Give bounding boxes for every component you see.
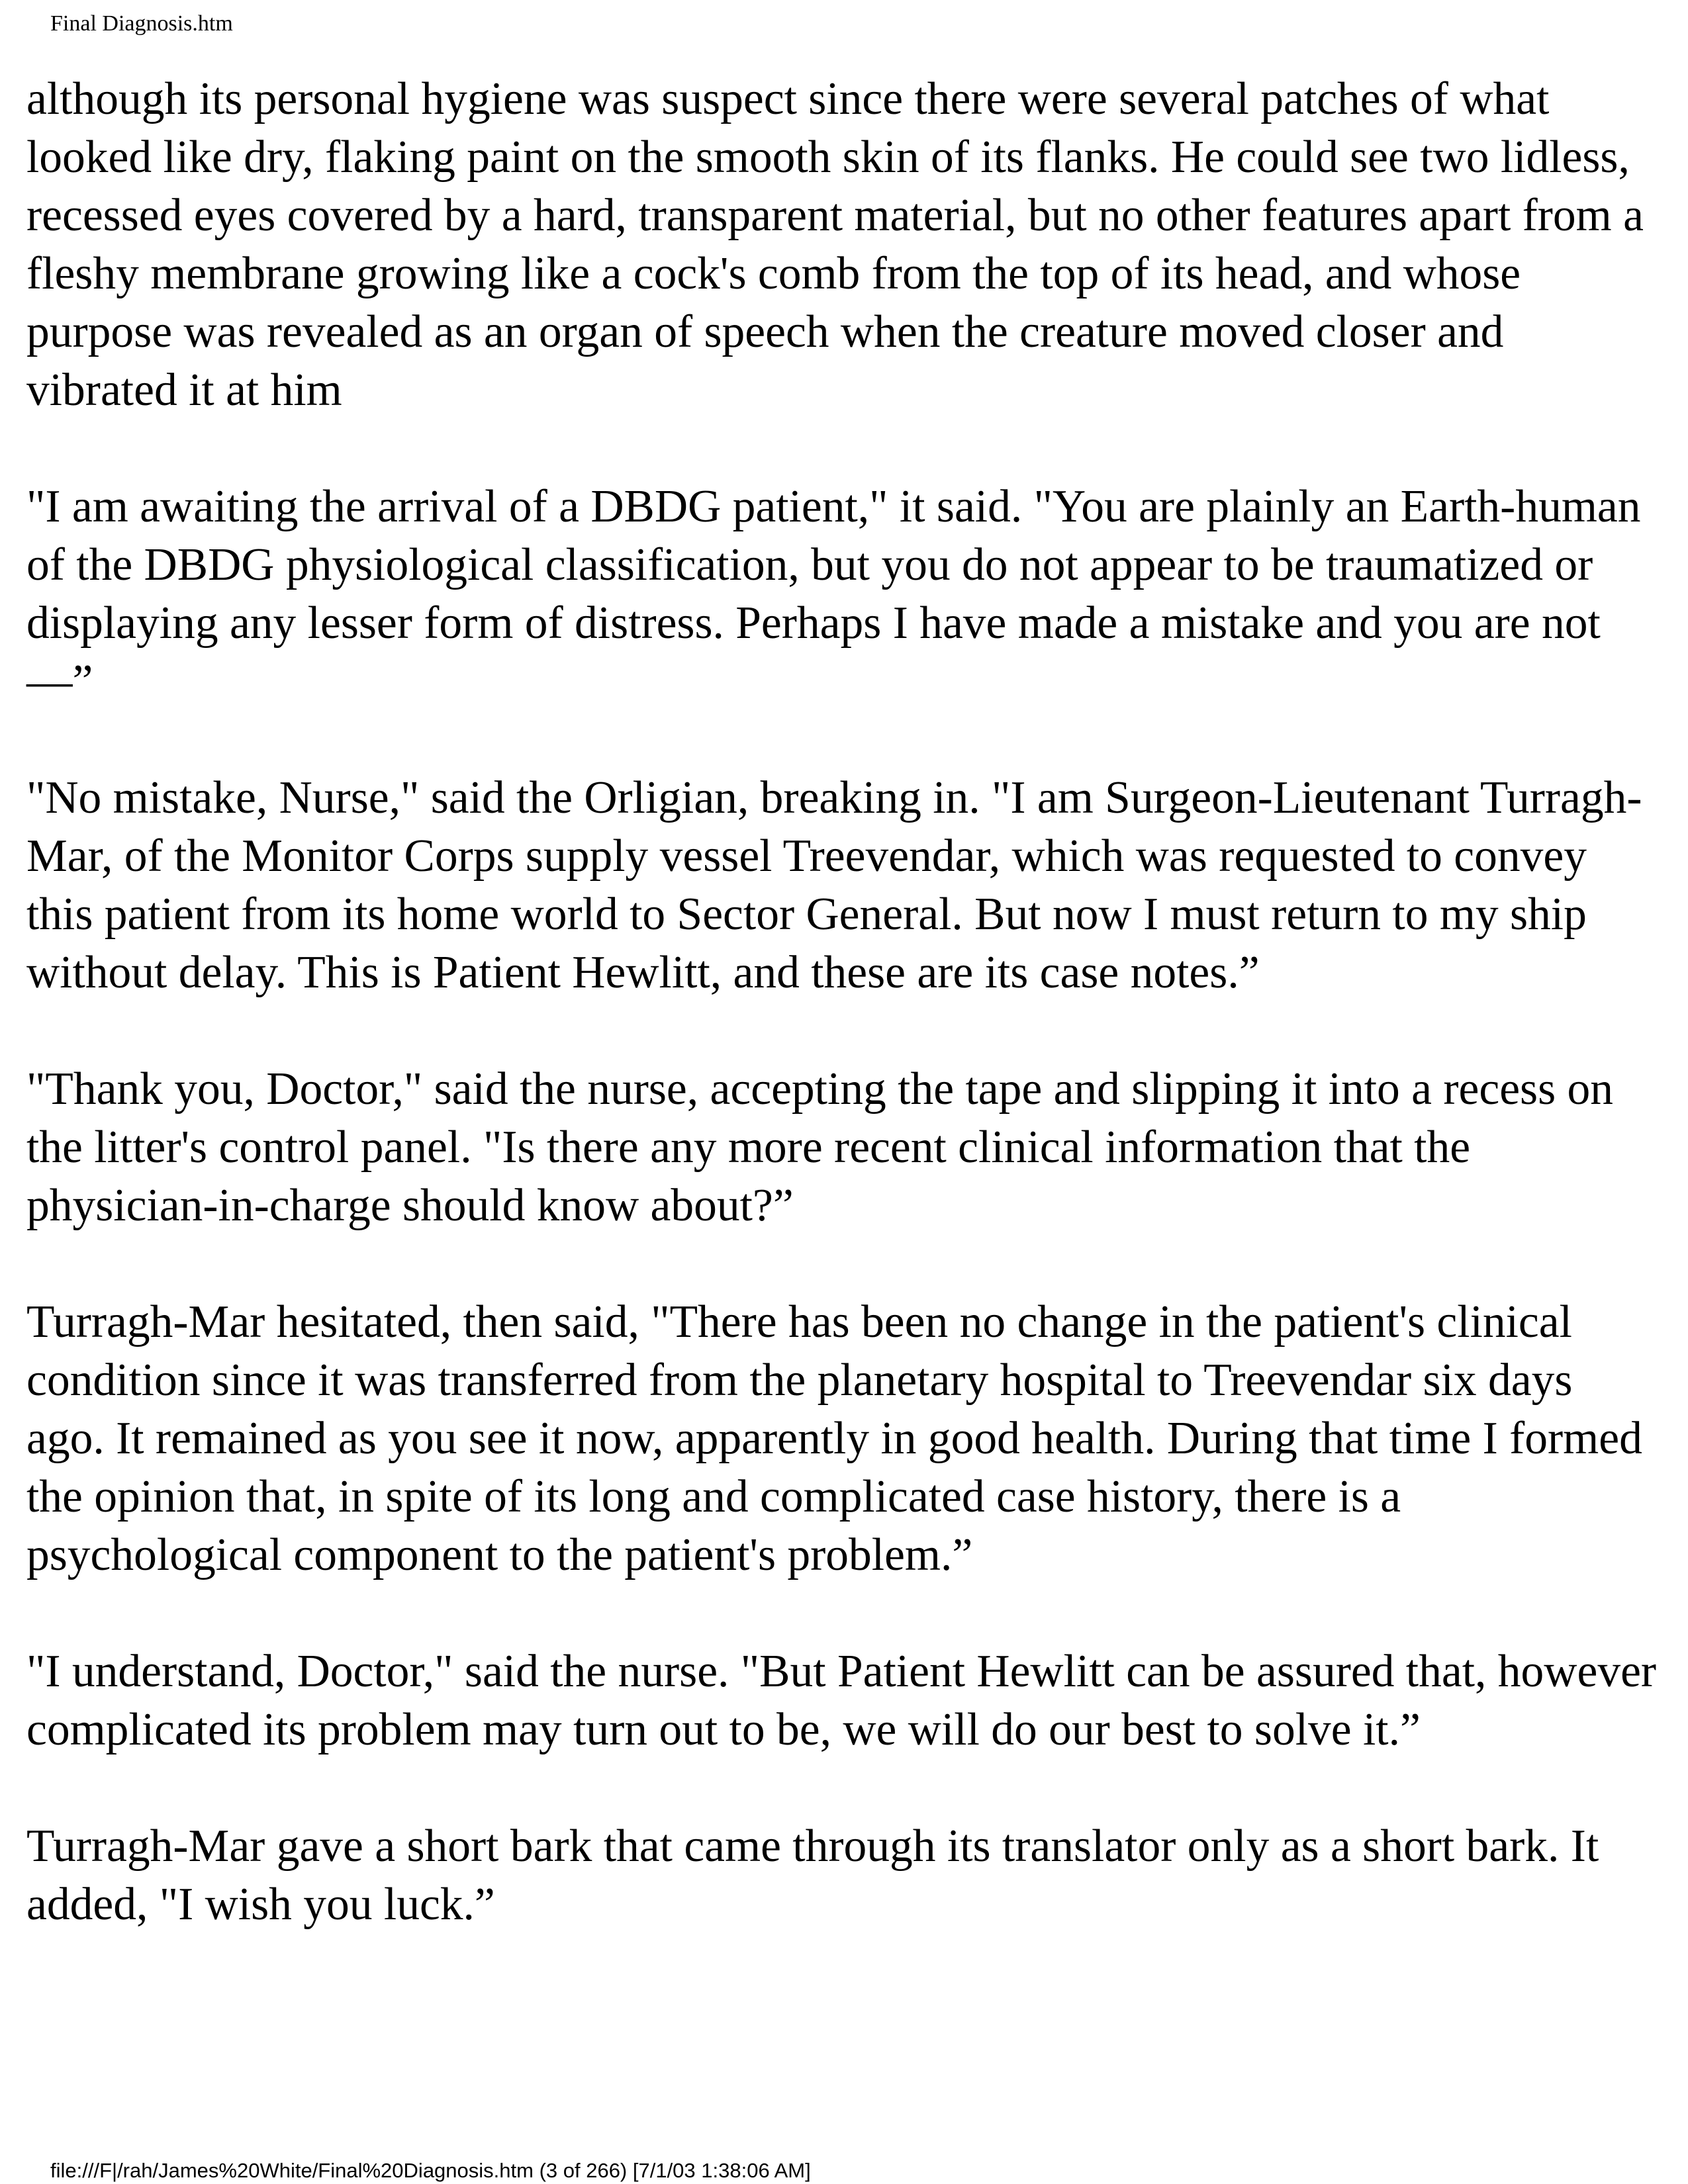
- paragraph: "Thank you, Doctor," said the nurse, accepting the tape and slipping it into a recess on the litter's control panel. "Is there any more recent clinical information that the physician-in-charge should know about?”: [26, 1064, 1614, 1231]
- page-footer-path: file:///F|/rah/James%20White/Final%20Diagnosis.htm (3 of 266) [7/1/03 1:38:06 AM]: [50, 2159, 811, 2182]
- paragraph: "I am awaiting the arrival of a DBDG patient," it said. "You are plainly an Earth-human of the DBDG physiological classification, but you do not appear to be traumatized or displaying any lesser form of distress. Perhaps I have made a mistake and you are not—”: [26, 481, 1641, 707]
- paragraph: "No mistake, Nurse," said the Orligian, breaking in. "I am Surgeon-Lieutenant Turragh-Mar, of the Monitor Corps supply vessel Treevendar, which was requested to convey this patient from its home world to Sector General. But now I must return to my ship without delay. This is Patient Hewlitt, and these are its case notes.”: [26, 772, 1642, 998]
- document-body: [26, 70, 1662, 1934]
- paragraph: Turragh-Mar gave a short bark that came through its translator only as a short bark. It added, "I wish you luck.”: [26, 1821, 1599, 1930]
- paragraph: "I understand, Doctor," said the nurse. "But Patient Hewlitt can be assured that, however complicated its problem may turn out to be, we will do our best to solve it.”: [26, 1646, 1657, 1755]
- paragraph: Turragh-Mar hesitated, then said, "There has been no change in the patient's clinical condition since it was transferred from the planetary hospital to Treevendar six days ago. It remained as you see it now, apparently in good health. During that time I formed the opinion that, in spite of its long and complicated case history, there is a psychological component to the patient's problem.”: [26, 1297, 1642, 1580]
- paragraph: although its personal hygiene was suspect since there were several patches of what looked like dry, flaking paint on the smooth skin of its flanks. He could see two lidless, recessed eyes covered by a hard, transparent material, but no other features apart from a fleshy membrane growing like a cock's comb from the top of its head, and whose purpose was revealed as an organ of speech when the creature moved closer and vibrated it at him: [26, 73, 1644, 416]
- page-header-title: Final Diagnosis.htm: [50, 11, 233, 36]
